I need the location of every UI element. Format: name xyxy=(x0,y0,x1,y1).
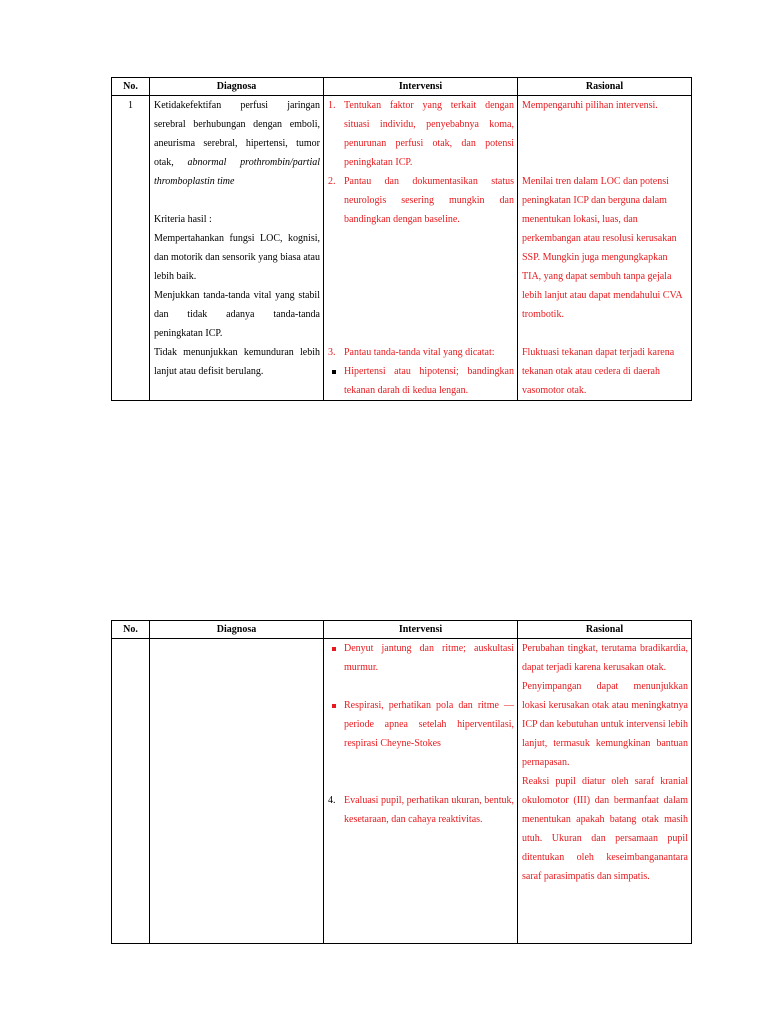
row-number-text: 1 xyxy=(128,100,133,111)
header-intervensi: Intervensi xyxy=(324,621,518,639)
intervensi-text: Pantau dan dokumentasikan status neurologis sesering mungkin dan bandingkan dengan baseline. xyxy=(344,176,514,225)
intervensi-text: Hipertensi atau hipotensi; bandingkan tekanan darah di kedua lengan. xyxy=(344,366,514,396)
rasional-item: Penyimpangan dapat menunjukkan lokasi kerusakan otak atau meningkatnya ICP dan kebutuhan untuk intervensi lebih lanjut, termasuk kemungkinan bantuan pernapasan. xyxy=(522,681,688,768)
nursing-care-table-2 xyxy=(111,620,692,944)
intervensi-text: Respirasi, perhatikan pola dan ritme — periode apnea setelah hiperventilasi, respirasi Cheyne-Stokes xyxy=(344,700,514,749)
table-row xyxy=(112,96,692,401)
header-rasional: Rasional xyxy=(518,621,692,639)
header-diagnosa: Diagnosa xyxy=(150,78,324,96)
diagnosa-text xyxy=(150,96,323,191)
intervensi-item xyxy=(324,639,517,677)
intervensi-text: Denyut jantung dan ritme; auskultasi murmur. xyxy=(344,643,514,673)
kriteria-item: Tidak menunjukkan kemunduran lebih lanjut atau defisit berulang. xyxy=(154,347,320,377)
diagnosa-main: Ketidakefektifan perfusi jaringan serebral berhubungan dengan emboli, aneurisma serebral, hipertensi, tumor otak, xyxy=(154,100,320,168)
row-number xyxy=(112,639,150,944)
intervensi-item xyxy=(324,96,517,172)
header-no: No. xyxy=(112,621,150,639)
bullet-icon xyxy=(332,370,336,374)
kriteria-label: Kriteria hasil : xyxy=(154,214,212,225)
kriteria-item: Mempertahankan fungsi LOC, kognisi, dan motorik dan sensorik yang biasa atau lebih baik. xyxy=(154,233,320,282)
diagnosa-italic: abnormal prothrombin/partial thromboplastin time xyxy=(154,157,320,187)
item-number: 2. xyxy=(328,176,336,187)
rasional-item: Reaksi pupil diatur oleh saraf kranial okulomotor (III) dan bermanfaat dalam menentukan apakah batang otak masih utuh. Ukuran dan persamaan pupil ditentukan oleh keseimbanganantara saraf parasimpatis dan simpatis. xyxy=(522,776,688,882)
table-row xyxy=(112,639,692,944)
table-header-row xyxy=(112,78,692,96)
diagnosa-cell xyxy=(150,96,324,401)
intervensi-text: Pantau tanda-tanda vital yang dicatat: xyxy=(344,347,495,358)
item-number: 1. xyxy=(328,100,336,111)
intervensi-text: Evaluasi pupil, perhatikan ukuran, bentuk, kesetaraan, dan cahaya reaktivitas. xyxy=(344,795,514,825)
intervensi-item xyxy=(324,362,517,400)
bullet-icon xyxy=(332,704,336,708)
header-no: No. xyxy=(112,78,150,96)
table-header-row xyxy=(112,621,692,639)
nursing-care-table-1 xyxy=(111,77,692,401)
header-intervensi: Intervensi xyxy=(324,78,518,96)
intervensi-cell xyxy=(324,96,518,401)
intervensi-item xyxy=(324,172,517,229)
item-number: 3. xyxy=(328,347,336,358)
row-number xyxy=(112,96,150,401)
rasional-item: Fluktuasi tekanan dapat terjadi karena tekanan otak atau cedera di daerah vasomotor otak. xyxy=(522,347,675,396)
intervensi-cell xyxy=(324,639,518,944)
diagnosa-cell xyxy=(150,639,324,944)
intervensi-item xyxy=(324,696,517,753)
intervensi-item xyxy=(324,791,517,829)
header-rasional: Rasional xyxy=(518,78,692,96)
rasional-item: Mempengaruhi pilihan intervensi. xyxy=(522,100,658,111)
intervensi-text: Tentukan faktor yang terkait dengan situasi individu, penyebabnya koma, penurunan perfusi otak, dan potensi peningkatan ICP. xyxy=(344,100,514,168)
intervensi-item xyxy=(324,343,517,362)
rasional-item: Menilai tren dalam LOC dan potensi peningkatan ICP dan berguna dalam menentukan lokasi, luas, dan perkembangan atau resolusi kerusakan SSP. Mungkin juga mengungkapkan TIA, yang dapat sembuh tanpa gejala lebih lanjut atau dapat mendahului CVA trombotik. xyxy=(522,176,683,320)
bullet-icon xyxy=(332,647,336,651)
rasional-cell xyxy=(518,96,692,401)
kriteria-item: Menjukkan tanda-tanda vital yang stabil dan tidak adanya tanda-tanda peningkatan ICP. xyxy=(154,290,320,339)
rasional-cell xyxy=(518,639,692,944)
rasional-item: Perubahan tingkat, terutama bradikardia, dapat terjadi karena kerusakan otak. xyxy=(522,643,688,673)
header-diagnosa: Diagnosa xyxy=(150,621,324,639)
item-number: 4. xyxy=(328,795,336,806)
